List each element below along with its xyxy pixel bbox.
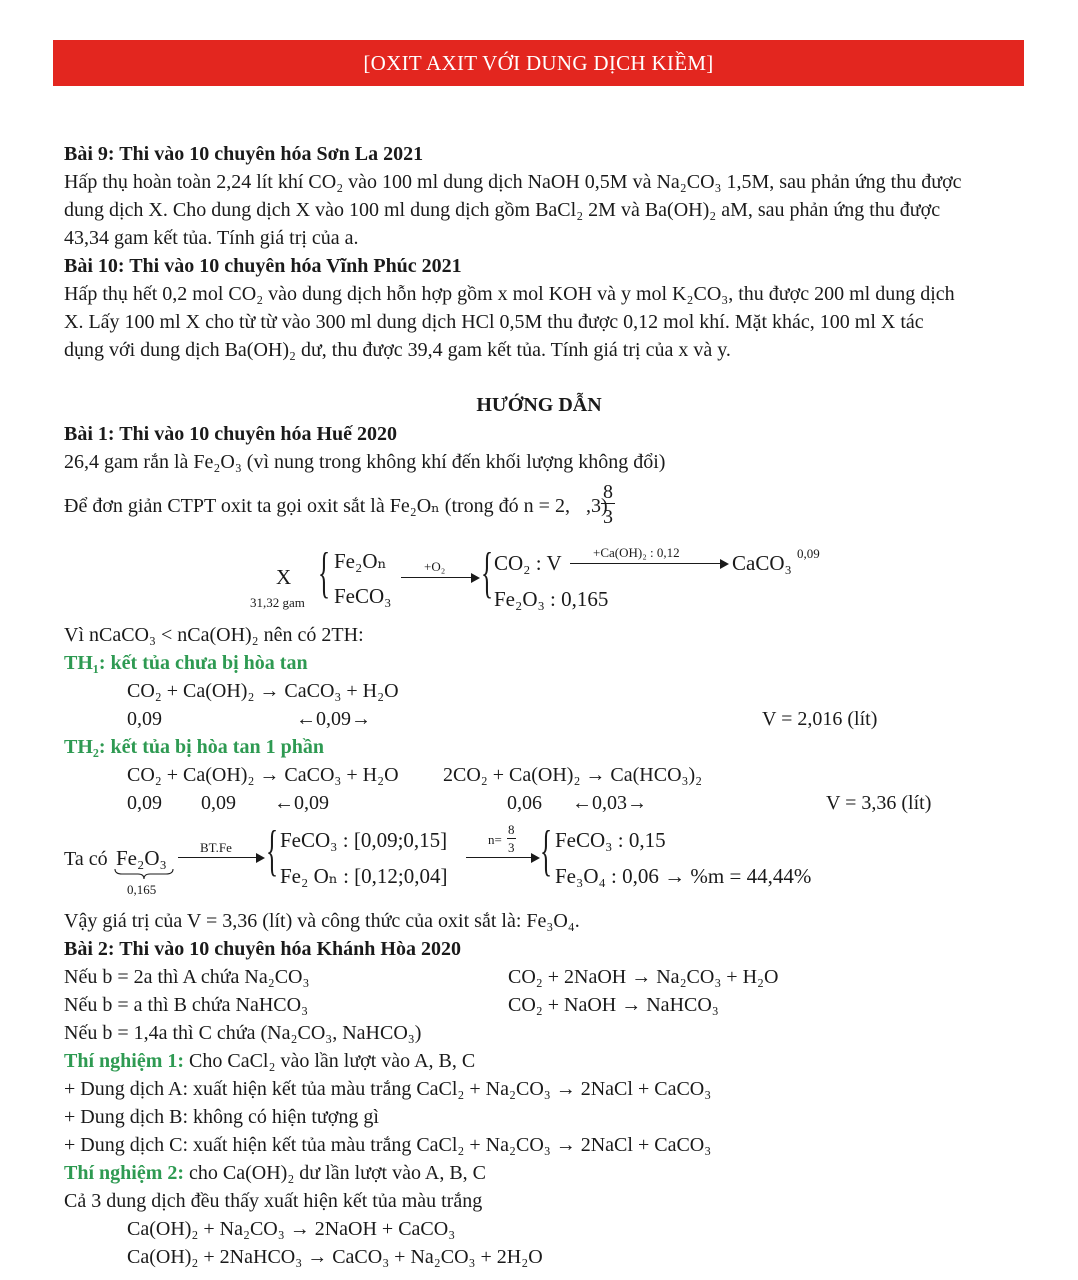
bt-fe-label: BT.Fe bbox=[200, 840, 232, 855]
scheme-mass: 31,32 gam bbox=[250, 595, 305, 610]
problem-10-line-3: dụng với dung dịch Ba(OH)₂ dư, thu được 39,4 gam kết tủa. Tính giá trị của x và y. bbox=[64, 339, 731, 361]
scheme-caco3: CaCO₃ bbox=[732, 551, 792, 575]
solution-2-eq-b: CO₂ + NaOH → NaHCO₃ bbox=[508, 994, 719, 1016]
experiment-1-solution-b: + Dung dịch B: không có hiện tượng gì bbox=[64, 1106, 379, 1128]
n-equals-label: n= bbox=[488, 832, 502, 847]
case-2-mol-c: ←0,09 bbox=[274, 792, 329, 814]
solution-2-title: Bài 2: Thi vào 10 chuyên hóa Khánh Hòa 2020 bbox=[64, 938, 461, 960]
scheme-x: X bbox=[276, 565, 292, 589]
scheme-caoh-label: +Ca(OH)₂ : 0,12 bbox=[593, 545, 680, 560]
experiment-1-solution-c: + Dung dịch C: xuất hiện kết tủa màu trắng CaCl₂ + Na₂CO₃ → 2NaCl + CaCO₃ bbox=[64, 1134, 712, 1156]
experiment-1-line bbox=[64, 1049, 475, 1073]
case-2-mol-e: ←0,03→ bbox=[572, 792, 647, 814]
case-2-mol-b: 0,09 bbox=[201, 792, 236, 814]
experiment-2-eq-1: Ca(OH)₂ + Na₂CO₃ → 2NaOH + CaCO₃ bbox=[127, 1218, 456, 1240]
experiment-2-text: cho Ca(OH)₂ dư lần lượt vào A, B, C bbox=[184, 1162, 487, 1184]
problem-9-line-1: Hấp thụ hoàn toàn 2,24 lít khí CO₂ vào 100 ml dung dịch NaOH 0,5M và Na₂CO₃ 1,5M, sau phản ứng thu được bbox=[64, 171, 962, 193]
solution-2-eq-a: CO₂ + 2NaOH → Na₂CO₃ + H₂O bbox=[508, 966, 779, 988]
case-2-equation-1: CO₂ + Ca(OH)₂ → CaCO₃ + H₂O bbox=[127, 764, 399, 786]
bt-fe-arrow bbox=[178, 857, 263, 858]
scheme-brace-left: { bbox=[318, 542, 331, 604]
n-arrow bbox=[466, 857, 538, 858]
experiment-1-solution-a: + Dung dịch A: xuất hiện kết tủa màu trắng CaCl₂ + Na₂CO₃ → 2NaCl + CaCO₃ bbox=[64, 1078, 712, 1100]
problem-9-title: Bài 9: Thi vào 10 chuyên hóa Sơn La 2021 bbox=[64, 143, 424, 165]
fraction-bar bbox=[601, 503, 615, 504]
case-1-equation: CO₂ + Ca(OH)₂ → CaCO₃ + H₂O bbox=[127, 680, 399, 702]
scheme-brace-right: { bbox=[481, 542, 494, 604]
experiment-1-text: Cho CaCl₂ vào lần lượt vào A, B, C bbox=[184, 1050, 476, 1072]
scheme-arrow-2 bbox=[570, 563, 727, 564]
ta-co-label: Ta có bbox=[64, 848, 108, 870]
experiment-2-observation: Cả 3 dung dịch đều thấy xuất hiện kết tủa màu trắng bbox=[64, 1190, 483, 1212]
chapter-banner bbox=[53, 40, 1024, 86]
result-feco3: FeCO₃ : 0,15 bbox=[555, 828, 666, 852]
range-brace: { bbox=[266, 820, 279, 882]
solution-1-line-2 bbox=[64, 494, 608, 518]
case-2-volume: V = 3,36 (lít) bbox=[826, 792, 932, 814]
fraction-denominator: 3 bbox=[603, 506, 613, 528]
solution-1-title: Bài 1: Thi vào 10 chuyên hóa Huế 2020 bbox=[64, 423, 398, 445]
experiment-2-eq-2: Ca(OH)₂ + 2NaHCO₃ → CaCO₃ + Na₂CO₃ + 2H₂O bbox=[127, 1246, 543, 1268]
n-fraction-num: 8 bbox=[508, 822, 515, 837]
result-brace: { bbox=[540, 820, 553, 882]
case-1-volume: V = 2,016 (lít) bbox=[762, 708, 878, 730]
chapter-title: [OXIT AXIT VỚI DUNG DỊCH KIỀM] bbox=[363, 51, 714, 75]
case-intro: Vì nCaCO₃ < nCa(OH)₂ nên có 2TH: bbox=[64, 624, 364, 646]
problem-9-line-3: 43,34 gam kết tủa. Tính giá trị của a. bbox=[64, 227, 359, 249]
fraction-numerator: 8 bbox=[603, 481, 613, 503]
problem-9-line-2: dung dịch X. Cho dung dịch X vào 100 ml dung dịch gồm BaCl₂ 2M và Ba(OH)₂ aM, sau phản ứng thu được bbox=[64, 199, 941, 221]
experiment-2-label: Thí nghiệm 2: bbox=[64, 1162, 185, 1184]
case-2-equation-2: 2CO₂ + Ca(OH)₂ → Ca(HCO₃)₂ bbox=[443, 764, 703, 786]
solution-2-case-a: Nếu b = 2a thì A chứa Na₂CO₃ bbox=[64, 966, 310, 988]
solution-1-conclusion: Vậy giá trị của V = 3,36 (lít) và công thức của oxit sắt là: Fe₃O₄. bbox=[64, 910, 580, 932]
case-1-mol-a: 0,09 bbox=[127, 708, 162, 730]
oxide-note-text: Để đơn giản CTPT oxit ta gọi oxit sắt là Fe₂Oₙ (trong đó n = 2, bbox=[64, 495, 570, 517]
scheme-arrow-1 bbox=[401, 577, 478, 578]
range-feco3: FeCO₃ : [0,09;0,15] bbox=[280, 828, 448, 852]
underbrace-icon bbox=[114, 868, 174, 880]
case-2-mol-a: 0,09 bbox=[127, 792, 162, 814]
scheme-co2: CO₂ : V bbox=[494, 551, 562, 575]
guide-heading: HƯỚNG DẪN bbox=[476, 394, 602, 416]
problem-10-line-1: Hấp thụ hết 0,2 mol CO₂ vào dung dịch hỗn hợp gồm x mol KOH và y mol K₂CO₃, thu được 200 ml dung dịch bbox=[64, 283, 955, 305]
problem-10-title: Bài 10: Thi vào 10 chuyên hóa Vĩnh Phúc 2021 bbox=[64, 255, 462, 277]
scheme-o2-label: +O₂ bbox=[424, 559, 446, 574]
experiment-1-label: Thí nghiệm 1: bbox=[64, 1050, 185, 1072]
scheme-feco3: FeCO₃ bbox=[334, 584, 392, 608]
n-fraction-bar bbox=[507, 838, 516, 839]
result-fe3o4: Fe₃O₄ : 0,06 → %m = 44,44% bbox=[555, 864, 812, 888]
scheme-fe2o3: Fe₂O₃ : 0,165 bbox=[494, 587, 609, 611]
range-fe2on: Fe₂ Oₙ : [0,12;0,04] bbox=[280, 864, 448, 888]
solution-2-case-c: Nếu b = 1,4a thì C chứa (Na₂CO₃, NaHCO₃) bbox=[64, 1022, 422, 1044]
ta-0165: 0,165 bbox=[127, 882, 157, 897]
solution-2-case-b: Nếu b = a thì B chứa NaHCO₃ bbox=[64, 994, 309, 1016]
case-2-mol-d: 0,06 bbox=[507, 792, 542, 814]
scheme-fe2on: Fe₂Oₙ bbox=[334, 549, 387, 573]
scheme-caco3-value: 0,09 bbox=[797, 546, 820, 561]
case-1-heading: TH₁: kết tủa chưa bị hòa tan bbox=[64, 652, 308, 674]
case-2-heading: TH₂: kết tủa bị hòa tan 1 phần bbox=[64, 736, 324, 758]
n-fraction-den: 3 bbox=[508, 840, 515, 855]
experiment-2-line bbox=[64, 1161, 486, 1185]
problem-10-line-2: X. Lấy 100 ml X cho từ từ vào 300 ml dung dịch HCl 0,5M thu được 0,12 mol khí. Mặt khác, 100 ml X tác bbox=[64, 311, 924, 333]
solution-1-line-1: 26,4 gam rắn là Fe₂O₃ (vì nung trong không khí đến khối lượng không đổi) bbox=[64, 451, 666, 473]
case-1-mol-b: ←0,09→ bbox=[296, 708, 371, 730]
oxide-note-end: ,3) bbox=[585, 495, 608, 517]
ta-fe2o3: Fe₂O₃ bbox=[116, 846, 167, 870]
